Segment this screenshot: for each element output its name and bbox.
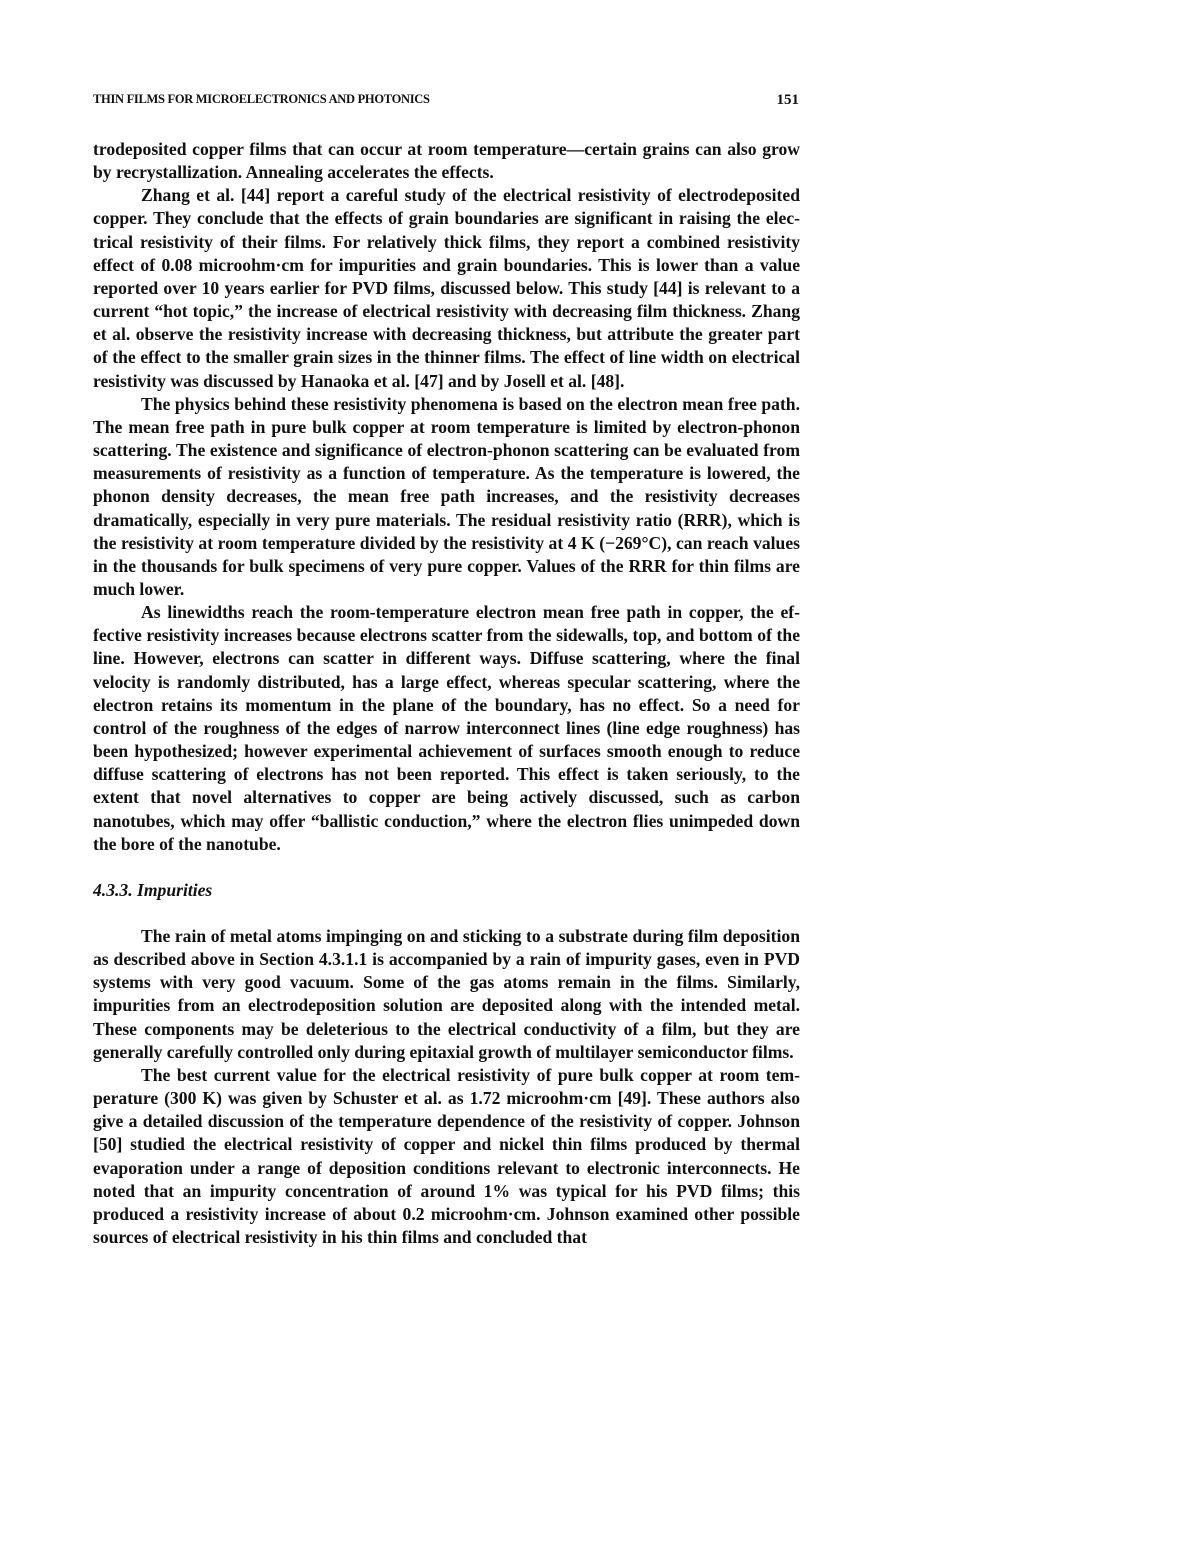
paragraph-bulk-copper-resistivity: The best current value for the electrical resistivity of pure bulk copper at room temperature (300 K) was given by Schuster et al. as 1.72 microohm·cm [49]. These authors also give a detailed discussion of the temperature dependence of the resistivity of copper. Johnson [50] studied the electrical resistivity of copper and nickel thin films produced by thermal evaporation under a range of deposition conditions relevant to electronic interconnects. He noted that an impurity concentration of around 1% was typical for his PVD films; this produced a resistivity increase of about 0.2 microohm·cm. Johnson examined other possible sources of electrical resistivity in his thin films and concluded that <box>93 1064 800 1248</box>
section-heading: 4.3.3. Impurities <box>93 879 213 900</box>
running-title: THIN FILMS FOR MICROELECTRONICS AND PHOTONICS <box>93 92 430 106</box>
paragraph-continued: trodeposited copper films that can occur at room temperature—certain grains can also grow by recrystallization. Annealing accelerates the effects. <box>93 139 800 183</box>
page-number: 151 <box>776 92 799 108</box>
paragraph-mean-free-path: The physics behind these resistivity phenomena is based on the electron mean free path. The mean free path in pure bulk copper at room temperature is limited by electron-phonon scattering. The existence and significance of electron-phonon scattering can be evaluated from measurements of resistivity as a function of temperature. As the temperature is lowered, the phonon density decreases, the mean free path increases, and the resistivity decreases dramatically, especially in very pure materials. The residual resistivity ratio (RRR), which is the resistivity at room temperature divided by the resistivity at 4 K (−269°C), can reach values in the thousands for bulk specimens of very pure copper. Values of the RRR for thin films are much lower. <box>93 393 800 599</box>
paragraph-zhang-study: Zhang et al. [44] report a careful study of the electrical resistivity of electrodeposited copper. They conclude that the effects of grain boundaries are significant in raising the electrical resistivity of their films. For relatively thick films, they report a combined resistivity effect of 0.08 microohm·cm for impurities and grain boundaries. This is lower than a value reported over 10 years earlier for PVD films, discussed below. This study [44] is relevant to a current “hot topic,” the increase of electrical resistivity with decreasing film thickness. Zhang et al. observe the resistivity increase with decreasing thickness, but attribute the greater part of the effect to the smaller grain sizes in the thinner films. The effect of line width on electrical resistivity was discussed by Hanaoka et al. [47] and by Josell et al. [48]. <box>93 185 800 391</box>
paragraph-linewidth-scattering: As linewidths reach the room-temperature electron mean free path in copper, the effective resistivity increases because electrons scatter from the sidewalls, top, and bottom of the line. However, electrons can scatter in different ways. Diffuse scattering, where the final velocity is randomly distributed, has a large effect, whereas specular scattering, where the electron retains its momentum in the plane of the boundary, has no effect. So a need for control of the roughness of the edges of narrow interconnect lines (line edge roughness) has been hypothesized; however experimental achievement of surfaces smooth enough to reduce diffuse scattering of electrons has not been reported. This effect is taken seriously, to the extent that novel alternatives to copper are being actively discussed, such as carbon nanotubes, which may offer “ballistic conduction,” where the electron flies unimpeded down the bore of the nanotube. <box>93 602 800 854</box>
body-text <box>93 138 800 1249</box>
paragraph-impurity-gases: The rain of metal atoms impinging on and sticking to a substrate during film deposition as described above in Section 4.3.1.1 is accompanied by a rain of impurity gases, even in PVD systems with very good vacuum. Some of the gas atoms remain in the films. Similarly, impurities from an electrodeposition solution are deposited along with the intended metal. These components may be deleterious to the electrical conductivity of a film, but they are generally carefully controlled only during epitaxial growth of multilayer semiconductor films. <box>93 926 800 1062</box>
running-header <box>93 92 799 112</box>
